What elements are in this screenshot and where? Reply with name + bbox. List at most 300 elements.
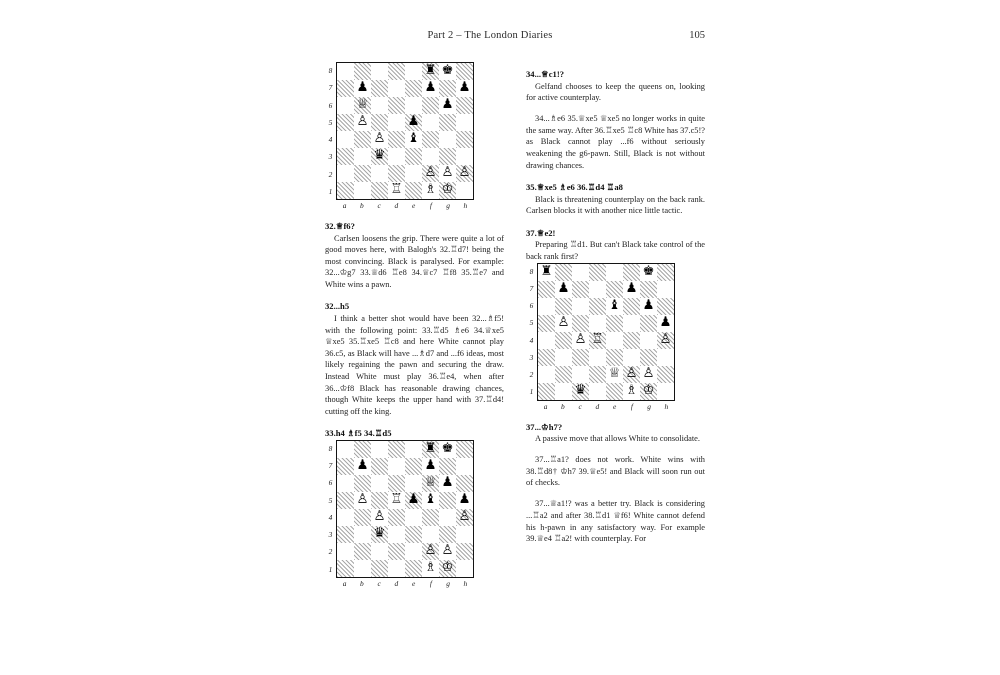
file-labels — [336, 579, 474, 588]
board-square-g2 — [439, 165, 456, 182]
chess-piece: ♟ — [407, 114, 420, 130]
chess-piece: ♕ — [356, 97, 369, 113]
board-square-c1 — [371, 560, 388, 577]
chess-diagram — [526, 263, 677, 411]
board-square-c4 — [371, 509, 388, 526]
body-paragraph: 37...♕a1!? was a better try. Black is considering ...♖a2 and after 38.♖d1 ♕f6! White cannot defend his h-pawn in any satisfactory way. For example 39.♕e4 ♖a2! with counterplay. For — [526, 499, 705, 544]
board-square-d4 — [589, 332, 606, 349]
board-square-h7 — [657, 281, 674, 298]
board-square-c5 — [371, 492, 388, 509]
board-square-b2 — [354, 165, 371, 182]
board-square-b7 — [354, 458, 371, 475]
chess-piece: ♖ — [390, 492, 403, 508]
chessboard — [537, 263, 675, 401]
board-square-d2 — [388, 543, 405, 560]
body-paragraph: 37...♖a1? does not work. White wins with 38.♖d8† ♔h7 39.♕e5! and Black will soon run out of checks. — [526, 455, 705, 488]
board-square-f7 — [422, 458, 439, 475]
board-square-b2 — [555, 366, 572, 383]
chess-piece: ♙ — [373, 509, 386, 525]
chess-piece: ♙ — [441, 543, 454, 559]
board-square-a8 — [337, 63, 354, 80]
board-square-f3 — [422, 148, 439, 165]
rank-label: 2 — [328, 169, 333, 179]
board-square-f8 — [422, 63, 439, 80]
board-square-a2 — [337, 543, 354, 560]
rank-label: 2 — [529, 370, 534, 380]
chess-piece: ♟ — [642, 297, 655, 313]
chessboard — [336, 62, 474, 200]
board-square-f6 — [422, 97, 439, 114]
body-paragraph: Carlsen loosens the grip. There were quite a lot of good moves here, with Balogh's 32.♖d7! being the most convincing. Black is paralysed. For example: 32...♔g7 33.♕d6 ♖e8 34.♕c7 ♖f8 35.♖e7 and White wins a pawn. — [325, 233, 504, 289]
board-square-a1 — [337, 560, 354, 577]
board-square-c3 — [371, 526, 388, 543]
board-square-b6 — [555, 298, 572, 315]
file-label: g — [647, 401, 651, 411]
board-square-d5 — [388, 114, 405, 131]
board-square-e6 — [405, 97, 422, 114]
chess-piece: ♔ — [441, 560, 454, 576]
rank-label: 8 — [328, 443, 333, 453]
board-square-a7 — [337, 458, 354, 475]
chess-piece: ♟ — [659, 314, 672, 330]
chess-piece: ♙ — [424, 165, 437, 181]
board-square-c3 — [371, 148, 388, 165]
rank-label: 8 — [328, 66, 333, 76]
chess-piece: ♟ — [356, 80, 369, 96]
file-label: a — [342, 201, 347, 210]
board-square-h2 — [456, 543, 473, 560]
move-heading: 34...♕c1!? — [526, 69, 565, 79]
board-square-b5 — [555, 315, 572, 332]
board-square-d4 — [388, 509, 405, 526]
board-square-f8 — [623, 264, 640, 281]
move-heading: 35.♕xe5 ♗e6 36.♖d4 ♖a8 — [526, 182, 623, 193]
rank-label: 6 — [328, 478, 333, 488]
file-label: f — [630, 401, 633, 411]
move-heading: 32...h5 — [325, 301, 350, 312]
board-square-d3 — [388, 148, 405, 165]
board-square-e7 — [606, 281, 623, 298]
board-square-a8 — [538, 264, 555, 281]
board-square-a2 — [538, 366, 555, 383]
file-label: e — [612, 401, 617, 411]
board-square-b4 — [354, 509, 371, 526]
board-square-g1 — [439, 560, 456, 577]
board-square-g1 — [439, 182, 456, 199]
board-square-f7 — [422, 80, 439, 97]
board-square-c4 — [572, 332, 589, 349]
board-square-d5 — [589, 315, 606, 332]
board-square-e6 — [405, 475, 422, 492]
board-square-e2 — [405, 165, 422, 182]
board-square-c5 — [371, 114, 388, 131]
board-square-a4 — [538, 332, 555, 349]
chess-piece: ♛ — [373, 526, 386, 542]
board-square-c4 — [371, 131, 388, 148]
board-square-d6 — [388, 475, 405, 492]
chess-piece: ♙ — [424, 543, 437, 559]
chess-piece: ♕ — [424, 475, 437, 491]
board-square-g6 — [439, 97, 456, 114]
chess-piece: ♙ — [557, 314, 570, 330]
chess-piece: ♗ — [424, 182, 437, 198]
file-label: f — [429, 578, 432, 588]
board-square-e8 — [405, 63, 422, 80]
board-square-b8 — [555, 264, 572, 281]
board-square-e2 — [606, 366, 623, 383]
rank-labels — [325, 440, 336, 578]
chess-piece: ♗ — [424, 560, 437, 576]
rank-label: 5 — [529, 318, 534, 328]
page-title: Part 2 – The London Diaries — [427, 30, 553, 41]
board-square-d8 — [388, 441, 405, 458]
chess-piece: ♕ — [608, 365, 621, 381]
board-square-d6 — [388, 97, 405, 114]
board-square-b7 — [354, 80, 371, 97]
board-square-g5 — [439, 114, 456, 131]
board-square-g3 — [640, 349, 657, 366]
board-square-a8 — [337, 441, 354, 458]
board-square-a5 — [538, 315, 555, 332]
board-square-g4 — [439, 509, 456, 526]
board-square-b3 — [354, 148, 371, 165]
board-square-c1 — [572, 383, 589, 400]
board-square-f6 — [623, 298, 640, 315]
rank-label: 1 — [328, 564, 333, 574]
board-square-h4 — [456, 131, 473, 148]
board-square-e5 — [606, 315, 623, 332]
board-square-c2 — [572, 366, 589, 383]
chess-piece: ♔ — [642, 382, 655, 398]
board-square-h3 — [456, 526, 473, 543]
running-head — [325, 30, 705, 52]
board-square-g8 — [439, 63, 456, 80]
board-square-f4 — [422, 131, 439, 148]
board-square-b2 — [354, 543, 371, 560]
board-square-a6 — [337, 475, 354, 492]
board-square-e4 — [405, 509, 422, 526]
board-square-f5 — [422, 114, 439, 131]
board-square-e8 — [606, 264, 623, 281]
board-square-b6 — [354, 97, 371, 114]
chess-piece: ♙ — [356, 492, 369, 508]
board-square-f4 — [422, 509, 439, 526]
board-square-g6 — [640, 298, 657, 315]
board-square-c8 — [371, 441, 388, 458]
board-square-h8 — [456, 63, 473, 80]
chess-piece: ♟ — [557, 280, 570, 296]
board-square-h6 — [456, 475, 473, 492]
chess-piece: ♟ — [424, 458, 437, 474]
chess-piece: ♟ — [458, 492, 471, 508]
chess-piece: ♛ — [373, 148, 386, 164]
chess-diagram — [325, 62, 476, 210]
chess-piece: ♙ — [441, 165, 454, 181]
chess-piece: ♙ — [659, 331, 672, 347]
board-square-h7 — [456, 80, 473, 97]
board-square-f3 — [623, 349, 640, 366]
board-square-b4 — [354, 131, 371, 148]
file-labels — [537, 402, 675, 411]
rank-label: 6 — [529, 301, 534, 311]
rank-label: 4 — [328, 135, 333, 145]
board-square-c8 — [371, 63, 388, 80]
board-square-g8 — [640, 264, 657, 281]
board-square-b5 — [354, 492, 371, 509]
board-square-h3 — [657, 349, 674, 366]
board-square-d3 — [589, 349, 606, 366]
board-square-g4 — [439, 131, 456, 148]
board-square-a3 — [337, 148, 354, 165]
board-square-a2 — [337, 165, 354, 182]
board-square-a6 — [538, 298, 555, 315]
board-square-h1 — [456, 560, 473, 577]
chess-piece: ♜ — [424, 63, 437, 79]
board-square-c2 — [371, 165, 388, 182]
board-square-d8 — [589, 264, 606, 281]
file-label: b — [360, 578, 364, 588]
board-square-g2 — [439, 543, 456, 560]
board-square-d2 — [388, 165, 405, 182]
board-square-g7 — [439, 80, 456, 97]
file-label: f — [429, 201, 432, 210]
chess-piece: ♟ — [625, 280, 638, 296]
board-square-b5 — [354, 114, 371, 131]
board-square-e4 — [405, 131, 422, 148]
body-paragraph: Preparing ♖d1. But can't Black take control of the back rank first? — [526, 240, 705, 261]
rank-label: 4 — [328, 512, 333, 522]
rank-label: 3 — [529, 352, 534, 362]
board-square-b7 — [555, 281, 572, 298]
board-square-a4 — [337, 131, 354, 148]
body-paragraph: A passive move that allows White to consolidate. — [535, 434, 700, 444]
board-square-h6 — [456, 97, 473, 114]
board-square-b1 — [555, 383, 572, 400]
chess-piece: ♚ — [441, 441, 454, 457]
board-square-e8 — [405, 441, 422, 458]
chess-piece: ♟ — [458, 80, 471, 96]
board-square-f1 — [422, 182, 439, 199]
file-label: a — [543, 401, 548, 411]
board-square-e5 — [405, 114, 422, 131]
chess-piece: ♙ — [458, 165, 471, 181]
rank-label: 7 — [529, 283, 534, 293]
rank-label: 7 — [328, 83, 333, 93]
board-square-d7 — [388, 458, 405, 475]
board-square-g5 — [439, 492, 456, 509]
board-square-f7 — [623, 281, 640, 298]
board-square-c7 — [371, 458, 388, 475]
board-square-d4 — [388, 131, 405, 148]
board-square-f2 — [422, 543, 439, 560]
board-square-f4 — [623, 332, 640, 349]
body-paragraph: 34...♗e6 35.♕xe5 ♕xe5 no longer works in quite the same way. After 36.♖xe5 ♖c8 White has 37.c5!? as Black cannot play ...f6 without seriously weakening the g6-pawn. Still, Black is not without drawing chances. — [526, 114, 705, 170]
board-square-d7 — [589, 281, 606, 298]
board-square-g2 — [640, 366, 657, 383]
board-square-h7 — [456, 458, 473, 475]
rank-label: 3 — [328, 530, 333, 540]
board-square-c6 — [371, 475, 388, 492]
board-square-f1 — [623, 383, 640, 400]
board-square-h6 — [657, 298, 674, 315]
body-paragraph: Gelfand chooses to keep the queens on, looking for active counterplay. — [526, 81, 705, 103]
board-square-a4 — [337, 509, 354, 526]
rank-label: 1 — [529, 387, 534, 397]
board-square-f5 — [623, 315, 640, 332]
rank-label: 3 — [328, 152, 333, 162]
chess-piece: ♜ — [540, 263, 553, 279]
rank-label: 7 — [328, 461, 333, 471]
board-square-f2 — [623, 366, 640, 383]
rank-label: 1 — [328, 186, 333, 196]
board-square-h8 — [657, 264, 674, 281]
file-label: h — [664, 401, 669, 411]
board-square-h8 — [456, 441, 473, 458]
board-square-d1 — [388, 182, 405, 199]
chess-piece: ♚ — [642, 263, 655, 279]
body-paragraph: Black is threatening counterplay on the back rank. Carlsen blocks it with another nice little tactic. — [526, 194, 705, 216]
chess-piece: ♝ — [407, 131, 420, 147]
board-square-d3 — [388, 526, 405, 543]
chess-piece: ♙ — [574, 331, 587, 347]
board-square-c2 — [371, 543, 388, 560]
rank-label: 8 — [529, 266, 534, 276]
board-square-e3 — [405, 148, 422, 165]
page-content-area — [325, 30, 705, 650]
board-square-h1 — [456, 182, 473, 199]
board-square-d5 — [388, 492, 405, 509]
board-square-d1 — [388, 560, 405, 577]
chess-piece: ♟ — [424, 80, 437, 96]
chess-piece: ♜ — [424, 441, 437, 457]
board-square-h5 — [456, 114, 473, 131]
board-square-a5 — [337, 114, 354, 131]
chess-piece: ♟ — [441, 475, 454, 491]
chess-piece: ♛ — [574, 382, 587, 398]
board-square-h1 — [657, 383, 674, 400]
board-square-a7 — [337, 80, 354, 97]
board-square-f6 — [422, 475, 439, 492]
move-heading: 33.h4 ♗f5 34.♖d5 — [325, 428, 392, 439]
board-square-a5 — [337, 492, 354, 509]
board-square-e5 — [405, 492, 422, 509]
file-label: g — [446, 578, 450, 588]
board-square-e3 — [405, 526, 422, 543]
board-square-f5 — [422, 492, 439, 509]
chess-piece: ♖ — [390, 182, 403, 198]
board-square-d8 — [388, 63, 405, 80]
file-label: e — [411, 201, 416, 210]
chess-piece: ♟ — [356, 458, 369, 474]
chess-piece: ♚ — [441, 63, 454, 79]
move-heading: 37...♔h7? — [526, 421, 563, 432]
file-labels — [336, 201, 474, 210]
rank-labels — [526, 263, 537, 401]
board-square-d6 — [589, 298, 606, 315]
file-label: d — [394, 578, 399, 588]
chess-piece: ♗ — [625, 382, 638, 398]
board-square-g1 — [640, 383, 657, 400]
board-square-e7 — [405, 80, 422, 97]
board-square-f2 — [422, 165, 439, 182]
board-square-h3 — [456, 148, 473, 165]
file-label: h — [463, 578, 468, 588]
file-label: e — [411, 578, 416, 588]
left-column — [325, 62, 504, 589]
board-square-b8 — [354, 63, 371, 80]
file-label: b — [561, 401, 565, 411]
board-square-e1 — [405, 560, 422, 577]
board-square-a3 — [337, 526, 354, 543]
board-square-d1 — [589, 383, 606, 400]
move-heading: 32.♕f6? — [325, 221, 355, 231]
file-label: g — [446, 201, 450, 210]
file-label: c — [578, 401, 582, 411]
board-square-h2 — [456, 165, 473, 182]
two-column-layout — [325, 62, 705, 589]
board-square-b3 — [354, 526, 371, 543]
board-square-g4 — [640, 332, 657, 349]
board-square-h4 — [657, 332, 674, 349]
file-label: b — [360, 201, 364, 210]
board-square-b1 — [354, 182, 371, 199]
board-square-g7 — [439, 458, 456, 475]
board-square-f8 — [422, 441, 439, 458]
board-square-a1 — [337, 182, 354, 199]
right-column — [526, 62, 705, 589]
board-square-b8 — [354, 441, 371, 458]
chess-piece: ♝ — [608, 297, 621, 313]
chess-piece: ♝ — [424, 492, 437, 508]
board-square-c6 — [371, 97, 388, 114]
file-label: c — [377, 201, 381, 210]
rank-label: 5 — [328, 495, 333, 505]
board-square-c3 — [572, 349, 589, 366]
board-square-f1 — [422, 560, 439, 577]
board-square-h5 — [456, 492, 473, 509]
board-square-c6 — [572, 298, 589, 315]
rank-label: 4 — [529, 335, 534, 345]
board-square-e4 — [606, 332, 623, 349]
chess-piece: ♖ — [591, 331, 604, 347]
chessboard — [336, 440, 474, 578]
rank-label: 5 — [328, 117, 333, 127]
board-square-g5 — [640, 315, 657, 332]
file-label: a — [342, 578, 347, 588]
board-square-c7 — [572, 281, 589, 298]
move-heading: 37.♕e2! — [526, 227, 556, 238]
chess-piece: ♟ — [407, 492, 420, 508]
board-square-a3 — [538, 349, 555, 366]
chess-piece: ♙ — [373, 131, 386, 147]
rank-labels — [325, 62, 336, 200]
board-square-d7 — [388, 80, 405, 97]
board-square-g3 — [439, 148, 456, 165]
rank-label: 6 — [328, 100, 333, 110]
board-square-g3 — [439, 526, 456, 543]
board-square-e6 — [606, 298, 623, 315]
file-label: d — [595, 401, 600, 411]
board-square-f3 — [422, 526, 439, 543]
page-number: 105 — [689, 30, 705, 41]
file-label: h — [463, 201, 468, 210]
board-square-d2 — [589, 366, 606, 383]
rank-label: 2 — [328, 547, 333, 557]
chess-piece: ♙ — [625, 365, 638, 381]
file-label: c — [377, 578, 381, 588]
board-square-e7 — [405, 458, 422, 475]
board-square-e3 — [606, 349, 623, 366]
